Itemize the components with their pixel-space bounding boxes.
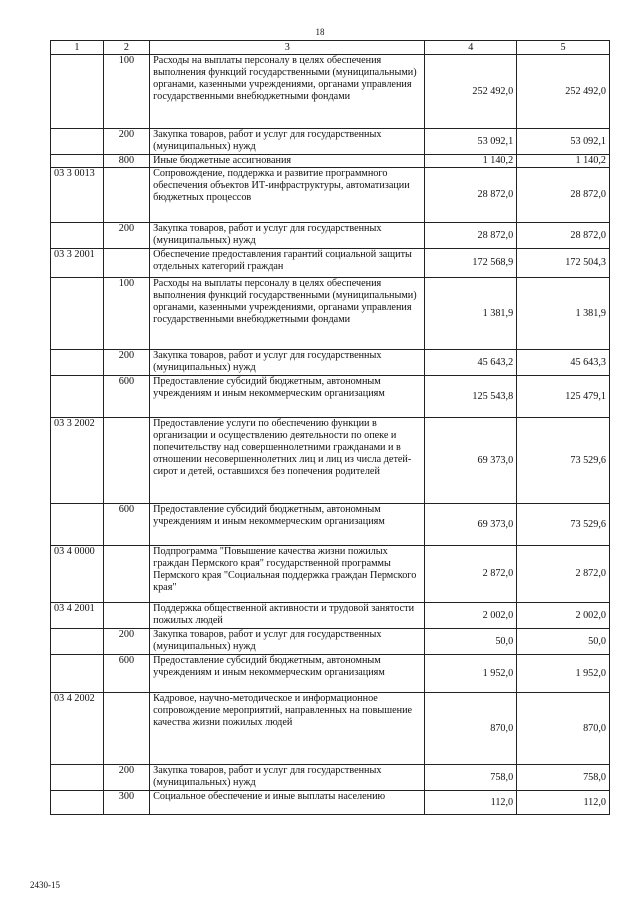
budget-code-cell: 03 3 2002 (51, 418, 104, 504)
amount-year1-cell: 125 543,8 (425, 376, 517, 418)
expense-type-cell (103, 693, 149, 765)
amount-year1-cell: 69 373,0 (425, 418, 517, 504)
amount-year1-cell: 1 952,0 (425, 655, 517, 693)
budget-code-cell: 03 3 0013 (51, 168, 104, 223)
budget-code-cell (51, 376, 104, 418)
expense-type-cell (103, 418, 149, 504)
column-header: 5 (517, 41, 610, 55)
column-header: 4 (425, 41, 517, 55)
page-number: 18 (315, 27, 325, 37)
table-row (51, 168, 610, 223)
budget-code-cell (51, 765, 104, 791)
table-row (51, 765, 610, 791)
amount-year2-cell: 28 872,0 (517, 168, 610, 223)
item-name-cell: Кадровое, научно-методическое и информационное сопровождение мероприятий, направленных на повышение качества жизни пожилых людей (150, 693, 425, 765)
expense-type-cell: 100 (103, 55, 149, 129)
expense-type-cell: 100 (103, 278, 149, 350)
budget-code-cell (51, 129, 104, 155)
expense-type-cell (103, 546, 149, 603)
amount-year2-cell: 2 002,0 (517, 603, 610, 629)
budget-code-cell: 03 4 2001 (51, 603, 104, 629)
column-header: 1 (51, 41, 104, 55)
table-row (51, 249, 610, 278)
item-name-cell: Закупка товаров, работ и услуг для государственных (муниципальных) нужд (150, 350, 425, 376)
amount-year1-cell: 1 140,2 (425, 155, 517, 168)
table-row (51, 693, 610, 765)
expense-type-cell (103, 603, 149, 629)
amount-year2-cell: 1 140,2 (517, 155, 610, 168)
budget-code-cell (51, 791, 104, 815)
amount-year2-cell: 45 643,3 (517, 350, 610, 376)
expense-type-cell: 200 (103, 350, 149, 376)
amount-year1-cell: 112,0 (425, 791, 517, 815)
table-row (51, 655, 610, 693)
amount-year1-cell: 1 381,9 (425, 278, 517, 350)
item-name-cell: Сопровождение, поддержка и развитие программного обеспечения объектов ИТ-инфраструктуры, автоматизации бюджетных процессов (150, 168, 425, 223)
amount-year1-cell: 252 492,0 (425, 55, 517, 129)
item-name-cell: Предоставление субсидий бюджетным, автономным учреждениям и иным некоммерческим организациям (150, 504, 425, 546)
budget-code-cell (51, 278, 104, 350)
budget-code-cell (51, 350, 104, 376)
amount-year2-cell: 112,0 (517, 791, 610, 815)
budget-table (50, 40, 610, 815)
expense-type-cell: 200 (103, 629, 149, 655)
table-row (51, 504, 610, 546)
expense-type-cell (103, 168, 149, 223)
item-name-cell: Подпрограмма "Повышение качества жизни пожилых граждан Пермского края" государственной программы Пермского края "Социальная поддержка граждан Пермского края" (150, 546, 425, 603)
table-row (51, 546, 610, 603)
expense-type-cell: 600 (103, 376, 149, 418)
expense-type-cell (103, 249, 149, 278)
expense-type-cell: 600 (103, 655, 149, 693)
item-name-cell: Обеспечение предоставления гарантий социальной защиты отдельных категорий граждан (150, 249, 425, 278)
budget-code-cell: 03 3 2001 (51, 249, 104, 278)
table-row (51, 55, 610, 129)
amount-year2-cell: 870,0 (517, 693, 610, 765)
amount-year1-cell: 45 643,2 (425, 350, 517, 376)
budget-code-cell (51, 504, 104, 546)
amount-year1-cell: 53 092,1 (425, 129, 517, 155)
budget-code-cell (51, 55, 104, 129)
item-name-cell: Предоставление субсидий бюджетным, автономным учреждениям и иным некоммерческим организациям (150, 376, 425, 418)
item-name-cell: Иные бюджетные ассигнования (150, 155, 425, 168)
amount-year2-cell: 1 381,9 (517, 278, 610, 350)
amount-year1-cell: 69 373,0 (425, 504, 517, 546)
budget-code-cell (51, 629, 104, 655)
amount-year1-cell: 28 872,0 (425, 168, 517, 223)
amount-year2-cell: 73 529,6 (517, 504, 610, 546)
table-row (51, 155, 610, 168)
table-header-row (51, 41, 610, 55)
amount-year1-cell: 2 002,0 (425, 603, 517, 629)
amount-year1-cell: 2 872,0 (425, 546, 517, 603)
item-name-cell: Расходы на выплаты персоналу в целях обеспечения выполнения функций государственными (муниципальными) органами, казенными учреждениями, органами управления государственными внебюджетными фондами (150, 278, 425, 350)
item-name-cell: Закупка товаров, работ и услуг для государственных (муниципальных) нужд (150, 765, 425, 791)
amount-year1-cell: 172 568,9 (425, 249, 517, 278)
amount-year2-cell: 28 872,0 (517, 223, 610, 249)
amount-year2-cell: 125 479,1 (517, 376, 610, 418)
table-row (51, 791, 610, 815)
table-row (51, 418, 610, 504)
amount-year1-cell: 758,0 (425, 765, 517, 791)
budget-code-cell (51, 655, 104, 693)
item-name-cell: Закупка товаров, работ и услуг для государственных (муниципальных) нужд (150, 629, 425, 655)
table-row (51, 629, 610, 655)
item-name-cell: Поддержка общественной активности и трудовой занятости пожилых людей (150, 603, 425, 629)
amount-year1-cell: 50,0 (425, 629, 517, 655)
item-name-cell: Предоставление услуги по обеспечению функции в организации и осуществлению деятельности по опеке и попечительству над совершеннолетними гражданами и в отношении несовершеннолетних лиц и лиц из числа детей-сирот и детей, оставшихся без попечения родителей (150, 418, 425, 504)
amount-year2-cell: 252 492,0 (517, 55, 610, 129)
expense-type-cell: 800 (103, 155, 149, 168)
amount-year2-cell: 50,0 (517, 629, 610, 655)
expense-type-cell: 600 (103, 504, 149, 546)
table-row (51, 223, 610, 249)
budget-code-cell: 03 4 0000 (51, 546, 104, 603)
item-name-cell: Предоставление субсидий бюджетным, автономным учреждениям и иным некоммерческим организациям (150, 655, 425, 693)
table-row (51, 350, 610, 376)
item-name-cell: Расходы на выплаты персоналу в целях обеспечения выполнения функций государственными (муниципальными) органами, казенными учреждениями, органами управления государственными внебюджетными фондами (150, 55, 425, 129)
table-row (51, 603, 610, 629)
document-code: 2430-15 (30, 880, 60, 890)
amount-year1-cell: 28 872,0 (425, 223, 517, 249)
item-name-cell: Закупка товаров, работ и услуг для государственных (муниципальных) нужд (150, 129, 425, 155)
table-row (51, 129, 610, 155)
budget-code-cell (51, 223, 104, 249)
expense-type-cell: 200 (103, 129, 149, 155)
table-row (51, 278, 610, 350)
expense-type-cell: 200 (103, 223, 149, 249)
expense-type-cell: 200 (103, 765, 149, 791)
amount-year2-cell: 2 872,0 (517, 546, 610, 603)
table-row (51, 376, 610, 418)
item-name-cell: Социальное обеспечение и иные выплаты населению (150, 791, 425, 815)
column-header: 2 (103, 41, 149, 55)
item-name-cell: Закупка товаров, работ и услуг для государственных (муниципальных) нужд (150, 223, 425, 249)
amount-year2-cell: 73 529,6 (517, 418, 610, 504)
column-header: 3 (150, 41, 425, 55)
budget-code-cell (51, 155, 104, 168)
expense-type-cell: 300 (103, 791, 149, 815)
amount-year1-cell: 870,0 (425, 693, 517, 765)
amount-year2-cell: 1 952,0 (517, 655, 610, 693)
amount-year2-cell: 53 092,1 (517, 129, 610, 155)
amount-year2-cell: 758,0 (517, 765, 610, 791)
amount-year2-cell: 172 504,3 (517, 249, 610, 278)
budget-code-cell: 03 4 2002 (51, 693, 104, 765)
